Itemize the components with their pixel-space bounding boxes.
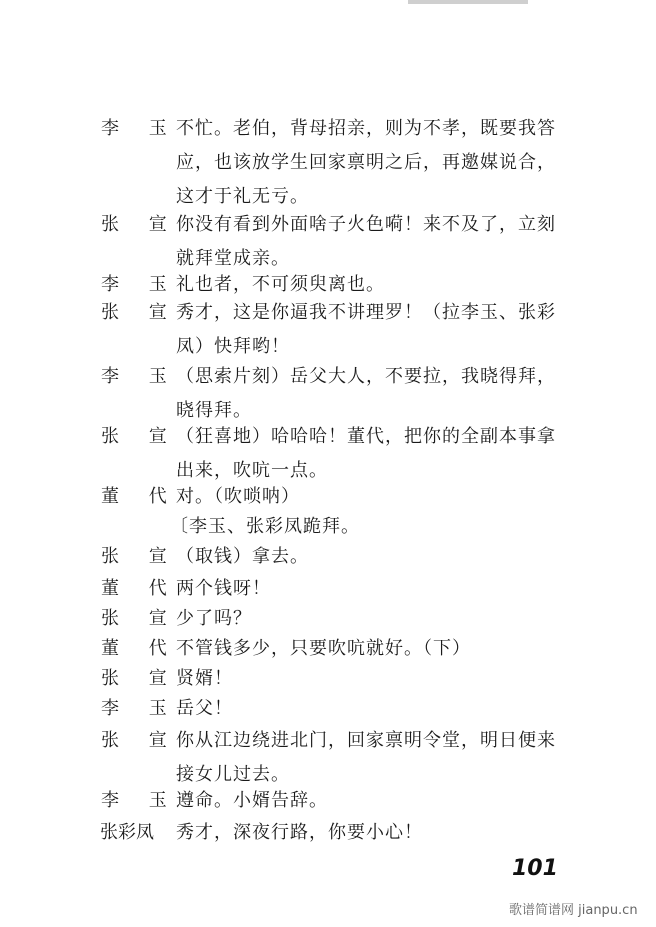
line-text: 少了吗？ — [176, 608, 252, 629]
line-text: （思索片刻）岳父大人，不要拉，我晓得拜，晓得拜。 — [176, 366, 556, 421]
page-number: 101 — [512, 856, 558, 881]
speaker-name: 董 代 — [101, 578, 179, 599]
line-text: 秀才，深夜行路，你要小心！ — [176, 822, 423, 843]
speaker-name: 张 宣 — [101, 546, 179, 567]
line-text: 你从江边绕进北门，回家禀明令堂，明日便来接女儿过去。 — [176, 730, 556, 785]
line-text: 遵命。小婿告辞。 — [176, 790, 328, 811]
speaker-name: 张彩凤 — [100, 822, 154, 843]
line-text: （取钱）拿去。 — [176, 546, 309, 567]
speaker-name: 张 宣 — [101, 214, 179, 235]
speaker-name: 张 宣 — [101, 608, 179, 629]
line-text: （狂喜地）哈哈哈！董代，把你的全副本事拿出来，吹吭一点。 — [176, 426, 556, 481]
site-watermark: 歌谱简谱网 jianpu.cn — [509, 903, 638, 918]
speaker-name: 董 代 — [101, 486, 179, 507]
line-text: 你没有看到外面啥子火色嗬！来不及了，立刻就拜堂成亲。 — [176, 214, 556, 269]
line-text: 不管钱多少，只要吹吭就好。（下） — [176, 638, 471, 659]
line-text: 不忙。老伯，背母招亲，则为不孝，既要我答应，也该放学生回家禀明之后，再邀媒说合，这才于礼无亏。 — [176, 118, 556, 207]
line-text: 贤婿！ — [176, 668, 233, 689]
speaker-name: 李 玉 — [101, 790, 179, 811]
speaker-name: 李 玉 — [101, 118, 179, 139]
speaker-name: 张 宣 — [101, 302, 179, 323]
speaker-name: 张 宣 — [101, 426, 179, 447]
line-text: 岳父！ — [176, 698, 233, 719]
speaker-name: 李 玉 — [101, 274, 179, 295]
speaker-name: 张 宣 — [101, 730, 179, 751]
stage-direction: 〔李玉、张彩凤跪拜。 — [170, 516, 360, 537]
speaker-name: 董 代 — [101, 638, 179, 659]
line-text: 对。（吹唢呐） — [176, 486, 300, 507]
speaker-name: 张 宣 — [101, 668, 179, 689]
line-text: 礼也者，不可须臾离也。 — [176, 274, 385, 295]
line-text: 秀才，这是你逼我不讲理罗！（拉李玉、张彩凤）快拜哟！ — [176, 302, 556, 357]
top-edge-mark — [408, 0, 528, 4]
speaker-name: 李 玉 — [101, 366, 179, 387]
speaker-name: 李 玉 — [101, 698, 179, 719]
line-text: 两个钱呀！ — [176, 578, 271, 599]
